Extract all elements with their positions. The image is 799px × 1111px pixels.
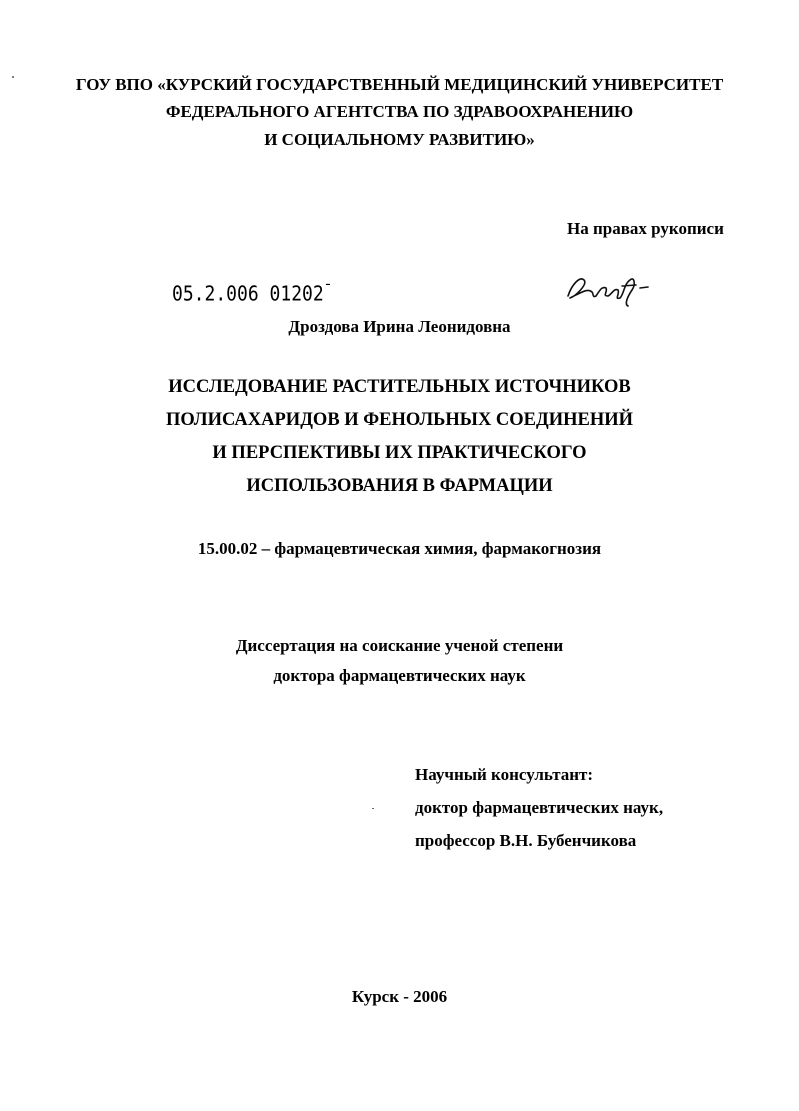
stamp-dash-mark: ¯ bbox=[323, 282, 333, 301]
registration-number bbox=[172, 282, 332, 306]
specialty-code: 15.00.02 – фармацевтическая химия, фармакогнозия bbox=[197, 539, 602, 558]
dissertation-title-line-1: ИССЛЕДОВАНИЕ РАСТИТЕЛЬНЫХ ИСТОЧНИКОВ bbox=[168, 377, 631, 397]
institution-header-line-3: И СОЦИАЛЬНОМУ РАЗВИТИЮ» bbox=[264, 130, 535, 149]
consultant-name: профессор В.Н. Бубенчикова bbox=[415, 831, 637, 850]
dissertation-title-line-3: И ПЕРСПЕКТИВЫ ИХ ПРАКТИЧЕСКОГО bbox=[212, 443, 587, 463]
scan-speck bbox=[372, 808, 374, 809]
signature-icon bbox=[562, 266, 662, 308]
institution-header-line-2: ФЕДЕРАЛЬНОГО АГЕНТСТВА ПО ЗДРАВООХРАНЕНИЮ bbox=[165, 102, 634, 121]
manuscript-rights-note: На правах рукописи bbox=[567, 219, 724, 238]
degree-line-2: доктора фармацевтических наук bbox=[273, 666, 526, 685]
author-name: Дроздова Ирина Леонидовна bbox=[288, 317, 511, 336]
registration-number-text: 05.2.006 01202 bbox=[172, 282, 324, 307]
degree-line-1: Диссертация на соискание ученой степени bbox=[235, 636, 564, 655]
consultant-label: Научный консультант: bbox=[415, 765, 594, 784]
dissertation-title-line-2: ПОЛИСАХАРИДОВ И ФЕНОЛЬНЫХ СОЕДИНЕНИЙ bbox=[165, 410, 634, 430]
institution-header-line-1: ГОУ ВПО «КУРСКИЙ ГОСУДАРСТВЕННЫЙ МЕДИЦИНСКИЙ УНИВЕРСИТЕТ bbox=[75, 75, 724, 94]
city-year: Курск - 2006 bbox=[351, 987, 448, 1006]
dissertation-title-line-4: ИСПОЛЬЗОВАНИЯ В ФАРМАЦИИ bbox=[246, 476, 553, 496]
consultant-degree: доктор фармацевтических наук, bbox=[415, 798, 664, 817]
